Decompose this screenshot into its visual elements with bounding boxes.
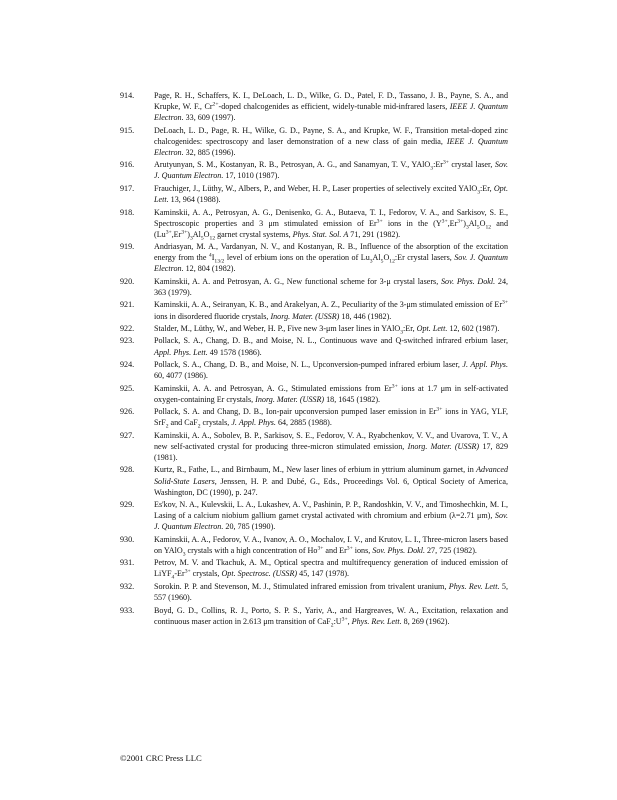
reference-text: Pollack, S. A., Chang, D. B., and Moise, N. L., Continuous wave and Q-switched infrared erbium laser, Appl. Phys. Lett. 49 1578 (1986). — [154, 336, 508, 357]
reference-number: 921. — [120, 300, 135, 310]
reference-number: 924. — [120, 360, 135, 370]
reference-number: 923. — [120, 336, 135, 346]
reference-number: 916. — [120, 160, 135, 170]
reference-text: Boyd, G. D., Collins, R. J., Porto, S. P. S., Yariv, A., and Hargreaves, W. A., Excitation, relaxation and continuous maser action in 2.613 μm transition of $CaF_2:U^{3+}$, Phys. Rev. Lett. 8, 269 (1962). — [154, 605, 508, 629]
reference-text: Pollack, S. A. and Chang, D. B., Ion-pair upconversion pumped laser emission in $Er^{3+}$ ions in YAG, YLF, SrF$_2$ and CaF$_2$ crystals, J. Appl. Phys. 64, 2885 (1988). — [154, 406, 509, 430]
reference-text: Kaminskii, A. A., Sobolev, B. P., Sarkisov, S. E., Fedorov, V. A., Ryabchenkov, V. V., and Uvarova, T. V., A new self-activated crystal for producing three-micron stimulated emission, Inorg. Mater. (USSR) 17, 829 (1981). — [154, 430, 508, 462]
copyright-footer: ©2001 CRC Press LLC — [120, 753, 202, 763]
reference-number: 914. — [120, 91, 135, 100]
reference-number: 928. — [120, 465, 135, 475]
reference-text: Petrov, M. V. and Tkachuk, A. M., Optical spectra and multifrequency generation of induced emission of $LiYF_4-Er^{3+}$ crystals, Opt. Spectrosc. (USSR) 45, 147 (1978). — [154, 558, 508, 582]
reference-item — [120, 335, 508, 357]
reference-item — [120, 581, 508, 603]
reference-number: 933. — [120, 605, 135, 615]
reference-item — [120, 605, 508, 627]
reference-item — [120, 241, 508, 274]
reference-text: Sorokin. P. P. and Stevenson, M. J., Stimulated infrared emission from trivalent uranium, Phys. Rev. Lett. 5, 557 (1960). — [154, 581, 508, 603]
reference-item — [120, 383, 508, 405]
reference-number: 918. — [120, 207, 135, 217]
reference-number: 919. — [120, 242, 135, 252]
reference-number: 926. — [120, 407, 135, 417]
reference-item — [120, 359, 508, 381]
reference-number: 927. — [120, 430, 135, 440]
reference-text: Kaminskii, A. A. and Petrosyan, A. G., Stimulated emissions from $Er^{3+}$ ions at 1.7 μm in self-activated oxygen-containing Er crystals, Inorg. Mater. (USSR) 18, 1645 (1982). — [154, 382, 508, 404]
reference-number: 931. — [120, 558, 135, 568]
reference-item — [120, 406, 508, 428]
reference-item — [120, 299, 508, 321]
reference-text: DeLoach, L. D., Page, R. H., Wilke, G. D., Payne, S. A., and Krupke, W. F., Transition metal-doped zinc chalcogenides: spectroscopy and laser demonstration of a new class of gain media, IEEE J. Quantum Electron. 32, 885 (1996). — [154, 125, 508, 157]
reference-text: Kaminskii, A. A. and Petrosyan, A. G., New functional scheme for 3-μ crystal lasers, Sov. Phys. Dokl. 24, 363 (1979). — [154, 276, 509, 297]
reference-item — [120, 183, 508, 205]
reference-number: 925. — [120, 383, 135, 393]
reference-text: Kurtz, R., Fathe, L., and Birnbaum, M., New laser lines of erbium in yttrium aluminum garnet, in Advanced Solid-State Lasers, Jenssen, H. P. and Dubé, G., Eds., Proceedings Vol. 6, Optical Society of America, Washington, DC (1990), p. 247. — [154, 465, 508, 497]
reference-item — [120, 464, 508, 497]
reference-item — [120, 430, 508, 463]
reference-text: Kaminskii, A. A., Fedorov, V. A., Ivanov, A. O., Mochalov, I. V., and Krutov, L. I., Three-micron lasers based on YAlO$_3$ crystals with a high concentration of $Ho^{3+}$ and $Er^{3+}$ ions, Sov. Phys. Dokl. 27, 725 (1982). — [154, 534, 508, 558]
reference-item — [120, 207, 508, 240]
reference-item — [120, 534, 508, 556]
reference-text: Arutyunyan, S. M., Kostanyan, R. B., Petrosyan, A. G., and Sanamyan, T. V., $YAlO_3:Er^{3+}$ crystal laser, Sov. J. Quantum Electron. 17, 1010 (1987). — [154, 159, 508, 181]
reference-number: 930. — [120, 534, 135, 544]
reference-text: Frauchiger, J., Lüthy, W., Albers, P., and Weber, H. P., Laser properties of selectively excited YAlO$_3$:Er, Opt. Lett. 13, 964 (1988). — [154, 183, 508, 205]
reference-text: Kaminskii, A. A., Petrosyan, A. G., Denisenko, G. A., Butaeva, T. I., Fedorov, V. A., and Sarkisov, S. E., Spectroscopic properties and 3 μm stimulated emission of $Er^{3+}$ ions in the $(Y^{3+},Er^{3+})_3Al_5O_{12}$ and $(Lu^{3+},Er^{3+})_3Al_5O_{12}$ garnet crystal systems, Phys. Stat. Sol. A 71, 291 (1982). — [154, 207, 508, 242]
reference-item — [120, 557, 508, 582]
reference-item — [120, 159, 508, 181]
reference-item — [120, 323, 508, 334]
reference-text: Stalder, M., Lüthy, W., and Weber, H. P., Five new 3-μm laser lines in YAlO$_3$:Er, Opt. Lett. 12, 602 (1987). — [154, 324, 500, 336]
reference-text: Pollack, S. A., Chang, D. B., and Moise, N. L., Upconversion-pumped infrared erbium laser, J. Appl. Phys. 60, 4077 (1986). — [154, 360, 508, 381]
reference-item — [120, 125, 508, 158]
reference-item — [120, 499, 508, 532]
reference-text: Kaminskii, A. A., Seiranyan, K. B., and Arakelyan, A. Z., Peculiarity of the 3-μm stimulated emission of $Er^{3+}$ ions in disordered fluoride crystals, Inorg. Mater. (USSR) 18, 446 (1982). — [154, 299, 508, 321]
reference-item — [120, 276, 508, 298]
reference-number: 932. — [120, 581, 135, 591]
reference-item — [120, 90, 508, 123]
reference-number: 920. — [120, 276, 135, 286]
reference-text: Es'kov, N. A., Kulevskii, L. A., Lukashev, A. V., Pashinin, P. P., Randoshkin, V. V., and Timoshechkin, M. I., Lasing of a calcium niobium gallium garnet crystal activated with chromium and erbium (λ=2.71 μm), Sov. J. Quantum Electron. 20, 785 (1990). — [154, 500, 508, 532]
reference-number: 929. — [120, 500, 135, 510]
reference-number: 915. — [120, 125, 135, 135]
reference-list — [120, 90, 508, 628]
reference-text: Page, R. H., Schaffers, K. I., DeLoach, L. D., Wilke, G. D., Patel, F. D., Tassano, J. B., Payne, S. A., and Krupke, W. F., $Cr^{2+}$-doped chalcogenides as efficient, widely-tunable mid-infrared lasers, IEEE J. Quantum Electron. 33, 609 (1997). — [154, 91, 508, 123]
reference-number: 922. — [120, 324, 135, 333]
reference-text: Andriasyan, M. A., Vardanyan, N. V., and Kostanyan, R. B., Influence of the absorption of the excitation energy from the $^4I_{13/2}$ level of erbium ions on the operation of $Lu_3Al_5O_{12}:Er$ crystal lasers, Sov. J. Quantum Electron. 12, 804 (1982). — [154, 242, 509, 274]
reference-number: 917. — [120, 183, 135, 193]
